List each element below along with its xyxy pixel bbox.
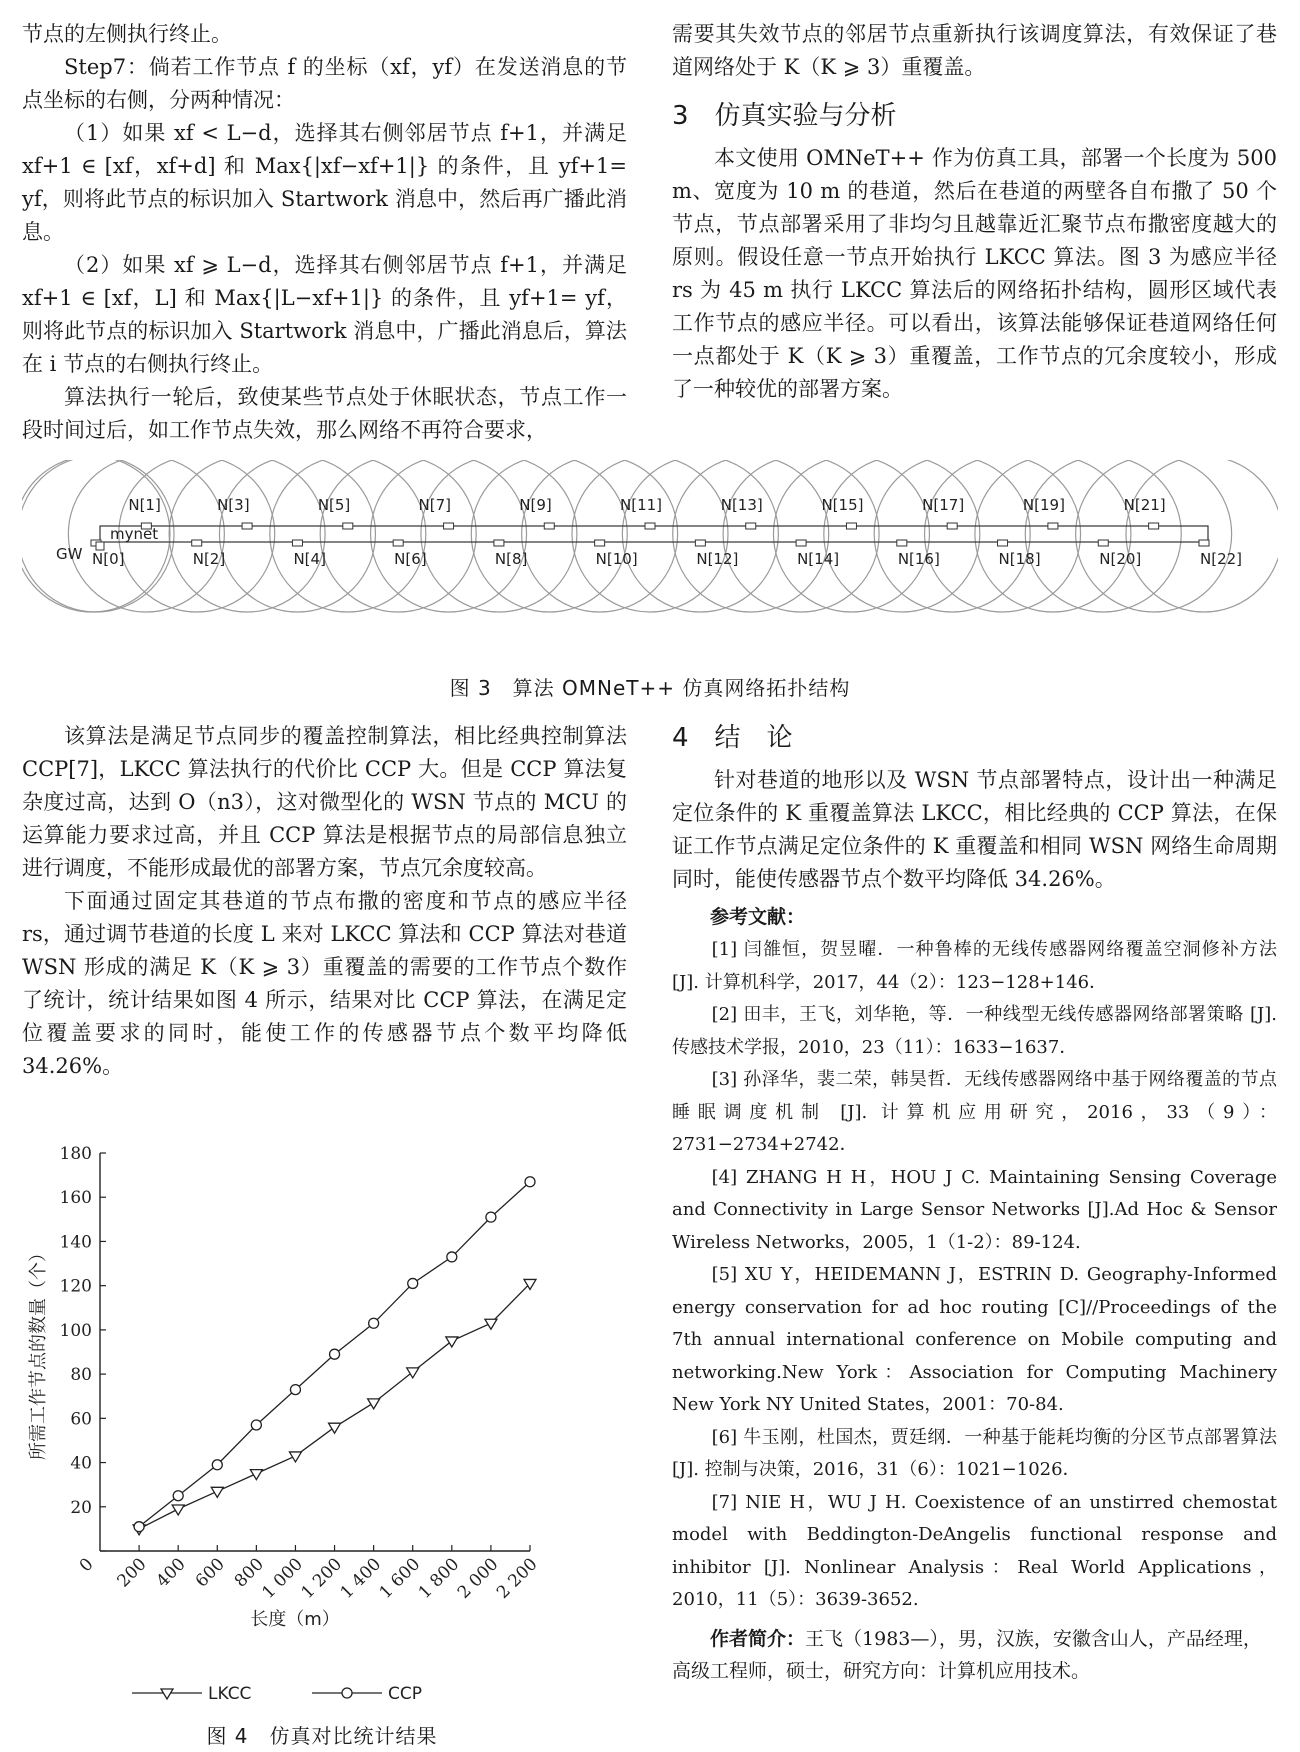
node-marker [444, 523, 454, 529]
node-marker [1048, 523, 1058, 529]
x-tick-label: 200 [113, 1554, 151, 1592]
data-point-lkcc [368, 1399, 380, 1409]
node-marker [746, 523, 756, 529]
paragraph-case-2: （2）如果 xf ⩾ L−d，选择其右侧邻居节点 f+1，并满足 xf+1 ∈ [xf，L] 和 Max{|L−xf+1|} 的条件，且 yf+1= yf，则将此节点的标识加入 Startwork 消息中，广播此消息后，算法在 i 节点的右侧执行终止。 [22, 253, 627, 376]
paragraph-1: 节点的左侧执行终止。 [22, 22, 232, 46]
node-label: N[1] [128, 496, 161, 514]
node-label: N[18] [998, 550, 1041, 568]
y-axis-label: 所需工作节点的数量（个） [28, 1244, 49, 1460]
sensing-circle [622, 460, 778, 612]
sensing-circle [720, 460, 879, 612]
paragraph-step7: Step7：倘若工作节点 f 的坐标（xf，yf）在发送消息的节点坐标的右侧，分两种情况： [22, 55, 627, 112]
author-bio [672, 1623, 1277, 1687]
data-point-ccp [212, 1460, 222, 1470]
data-point-ccp [369, 1318, 379, 1328]
paragraph-case-1: （1）如果 xf < L−d，选择其右侧邻居节点 f+1，并满足 xf+1 ∈ [xf，xf+d] 和 Max{|xf−xf+1|} 的条件，且 yf+1= yf，则将此节点的标识加入 Startwork 消息中，然后再广播此消息。 [22, 121, 627, 244]
node-marker [947, 523, 957, 529]
data-point-lkcc [211, 1487, 223, 1497]
x-tick-label: 0 [75, 1554, 98, 1577]
right-column-top [672, 18, 1277, 406]
node-marker [192, 540, 202, 546]
x-tick-label: 400 [152, 1554, 190, 1592]
reference-item: [2] 田丰，王飞，刘华艳，等．一种线型无线传感器网络部署策略 [J]. 传感技术学报，2010，23（11）：1633−1637． [672, 1004, 1277, 1058]
data-point-lkcc [289, 1452, 301, 1462]
y-tick-label: 100 [59, 1320, 92, 1341]
data-point-ccp [447, 1252, 457, 1262]
sensing-circles [22, 460, 1278, 612]
sensing-circle [874, 460, 1030, 612]
data-point-lkcc [250, 1470, 262, 1480]
reference-item: [3] 孙泽华，裴二荣，韩昊哲．无线传感器网络中基于网络覆盖的节点睡眠调度机制 [J]. 计算机应用研究，2016，33（9）：2731−2734+2742． [672, 1069, 1277, 1155]
data-point-lkcc [329, 1423, 341, 1433]
chart-axes [28, 1144, 542, 1630]
figure-4-caption: 图 4 仿真对比统计结果 [206, 1724, 438, 1748]
node-marker [695, 540, 705, 546]
author-bio-label: 作者简介： [710, 1627, 806, 1650]
node-label: N[19] [1022, 496, 1065, 514]
figure-3-caption: 图 3 算法 OMNeT++ 仿真网络拓扑结构 [449, 676, 851, 700]
x-tick-label: 600 [191, 1554, 229, 1592]
node-marker [645, 523, 655, 529]
node-marker [998, 540, 1008, 546]
node-marker [796, 540, 806, 546]
data-point-lkcc [485, 1319, 497, 1329]
node-marker [1149, 523, 1159, 529]
x-tick-label: 1 200 [297, 1554, 347, 1603]
y-tick-label: 40 [70, 1453, 92, 1474]
chart-legend [132, 1684, 422, 1704]
node-label: N[6] [394, 550, 427, 568]
x-tick-label: 2 000 [453, 1554, 503, 1603]
sensing-circle [522, 460, 678, 612]
sensing-circle [471, 460, 627, 612]
data-point-lkcc [407, 1368, 419, 1378]
node-label: N[5] [317, 496, 351, 514]
sensing-circle [925, 460, 1081, 612]
sensing-circle [824, 460, 980, 612]
section-4-title: 4 结 论 [672, 723, 793, 753]
node-label: N[7] [418, 496, 452, 514]
node-label: N[12] [696, 550, 739, 568]
network-label: mynet [110, 525, 159, 543]
paragraph-after-round: 算法执行一轮后，致使某些节点处于休眠状态，节点工作一段时间过后，如工作节点失效，那么网络不再符合要求， [22, 385, 627, 442]
figure-3-topology [22, 460, 1278, 660]
paragraph-statistics: 下面通过固定其巷道的节点布撒的密度和节点的感应半径 rs，通过调节巷道的长度 L 来对 LKCC 算法和 CCP 算法对巷道 WSN 形成的满足 K（K ⩾ 3）重覆盖的需要的工作节点个数作了统计，统计结果如图 4 所示，结果对比 CCP 算法，在满足定位覆盖要求的同时，能使工作的传感器节点个数平均降低 34.26%。 [22, 889, 627, 1078]
node-markers [91, 496, 1242, 568]
data-point-ccp [290, 1385, 300, 1395]
node-label: N[0] [92, 550, 125, 568]
data-point-ccp [330, 1349, 340, 1359]
node-marker [595, 540, 605, 546]
node-marker [1098, 540, 1108, 546]
legend-marker-lkcc [161, 1689, 173, 1699]
x-tick-label: 1 800 [414, 1554, 464, 1603]
sensing-circle [270, 460, 426, 612]
y-tick-label: 120 [59, 1276, 92, 1297]
legend-label-ccp: CCP [388, 1684, 422, 1704]
node-label: N[16] [897, 550, 940, 568]
x-tick-label: 1 400 [336, 1554, 386, 1603]
node-marker [1199, 540, 1209, 546]
paragraph-simulation: 本文使用 OMNeT++ 作为仿真工具，部署一个长度为 500 m、宽度为 10 m 的巷道，然后在巷道的两壁各自布撒了 50 个节点，节点部署采用了非均匀且越靠近汇聚节点布撒密度越大的原则。假设任意一节点开始执行 LKCC 算法。图 3 为感应半径 rs 为 45 m 执行 LKCC 算法后的网络拓扑结构，圆形区域代表工作节点的感应半径。可以看出，该算法能够保证巷道网络任何一点都处于 K（K ⩾ 3）重覆盖，工作节点的冗余度较小，形成了一种较优的部署方案。 [672, 146, 1277, 401]
x-tick-label: 1 000 [258, 1554, 307, 1603]
sensing-circle [773, 460, 929, 612]
node-marker [242, 523, 252, 529]
data-point-ccp [134, 1522, 144, 1532]
node-marker [494, 540, 504, 546]
chart-series [133, 1177, 536, 1535]
node-marker [544, 523, 554, 529]
paragraph-ccp-compare: 该算法是满足节点同步的覆盖控制算法，相比经典控制算法 CCP[7]，LKCC 算法执行的代价比 CCP 大。但是 CCP 算法复杂度过高，达到 O（n3），这对微型化的 WSN 节点的 MCU 的运算能力要求过高，并且 CCP 算法是根据节点的局部信息独立进行调度，不能形成最优的部署方案，节点冗余度较高。 [22, 724, 627, 880]
sensing-circle [1022, 460, 1181, 612]
author-bio-text: 王飞（1983—），男，汉族，安徽含山人，产品经理，高级工程师，硕士，研究方向：计算机应用技术。 [672, 1627, 1262, 1682]
legend-label-lkcc: LKCC [208, 1684, 252, 1704]
sensing-circle [371, 460, 527, 612]
references-list [672, 934, 1277, 1617]
paragraph-continued: 需要其失效节点的邻居节点重新执行该调度算法，有效保证了巷道网络处于 K（K ⩾ 3）重覆盖。 [672, 22, 1277, 79]
node-label: N[8] [494, 550, 528, 568]
data-point-lkcc [172, 1505, 184, 1515]
reference-item: [1] 闫雒恒，贺昱曜．一种鲁棒的无线传感器网络覆盖空洞修补方法 [J]. 计算机科学，2017，44（2）：123−128+146． [672, 939, 1277, 993]
node-marker [393, 540, 403, 546]
node-label: N[9] [519, 496, 552, 514]
sensing-circle [975, 460, 1131, 612]
data-point-ccp [486, 1212, 496, 1222]
x-tick-label: 1 600 [375, 1554, 425, 1603]
reference-item: [5] XU Y，HEIDEMANN J，ESTRIN D. Geography-Informed energy conservation for ad hoc routing [C]//Proceedings of the 7th annual international conference on Mobile computing and networking.New York：Association for Computing Machinery New York NY United States，2001：70-84. [672, 1264, 1277, 1415]
y-tick-label: 20 [70, 1497, 92, 1518]
node-label: N[10] [595, 550, 638, 568]
node-label: N[4] [293, 550, 326, 568]
gw-label: GW [56, 545, 83, 563]
legend-marker-ccp [342, 1688, 352, 1698]
node-label: N[20] [1099, 550, 1142, 568]
gw-marker [96, 542, 104, 550]
node-label: N[14] [797, 550, 840, 568]
sensing-circle [418, 460, 577, 612]
node-marker [292, 540, 302, 546]
references-title: 参考文献： [710, 906, 806, 928]
y-tick-label: 180 [59, 1144, 92, 1164]
sensing-circle [317, 460, 476, 612]
data-point-ccp [251, 1420, 261, 1430]
reference-item: [4] ZHANG H H，HOU J C. Maintaining Sensing Coverage and Connectivity in Large Sensor Networks [J].Ad Hoc & Sensor Wireless Networks，2005，1（1-2）：89-124. [672, 1166, 1277, 1253]
y-tick-label: 60 [70, 1409, 92, 1430]
x-tick-label: 2 200 [492, 1554, 542, 1603]
x-axis-label: 长度（m） [250, 1609, 340, 1630]
node-marker [897, 540, 907, 546]
sensing-circle [673, 460, 829, 612]
x-tick-label: 800 [230, 1554, 268, 1592]
figure-4-chart [22, 1135, 622, 1715]
node-label: N[3] [217, 496, 250, 514]
node-label: N[13] [720, 496, 763, 514]
section-3-title: 3 仿真实验与分析 [672, 101, 897, 131]
sensing-circle [219, 460, 375, 612]
sensing-circle [1123, 460, 1278, 612]
node-label: N[2] [192, 550, 226, 568]
left-column-bottom [22, 720, 627, 1083]
data-point-ccp [525, 1177, 535, 1187]
paragraph-conclusion: 针对巷道的地形以及 WSN 节点部署特点，设计出一种满足定位条件的 K 重覆盖算法 LKCC，相比经典的 CCP 算法，在保证工作节点满足定位条件的 K 重覆盖和相同 WSN 网络生命周期同时，能使传感器节点个数平均降低 34.26%。 [672, 768, 1277, 891]
y-tick-label: 160 [59, 1188, 92, 1209]
y-tick-label: 80 [70, 1365, 92, 1386]
data-point-ccp [408, 1278, 418, 1288]
sensing-circle [169, 460, 325, 612]
data-point-lkcc [446, 1337, 458, 1347]
reference-item: [7] NIE H，WU J H. Coexistence of an unstirred chemostat model with Beddington-DeAngelis functional response and inhibitor [J]. Nonlinear Analysis：Real World Applications，2010，11（5）：3639-3652. [672, 1491, 1277, 1610]
sensing-circle [572, 460, 728, 612]
node-label: N[15] [821, 496, 864, 514]
right-column-bottom [672, 720, 1277, 1687]
node-label: N[17] [922, 496, 965, 514]
y-tick-label: 140 [59, 1232, 92, 1253]
reference-item: [6] 牛玉刚，杜国杰，贾廷纲．一种基于能耗均衡的分区节点部署算法 [J]. 控制与决策，2016，31（6）：1021−1026． [672, 1426, 1277, 1480]
node-marker [846, 523, 856, 529]
series-line-lkcc [139, 1283, 530, 1528]
node-label: N[22] [1200, 550, 1243, 568]
node-label: N[11] [620, 496, 663, 514]
node-marker [343, 523, 353, 529]
left-column-top [22, 18, 627, 447]
node-label: N[21] [1123, 496, 1166, 514]
data-point-ccp [173, 1491, 183, 1501]
